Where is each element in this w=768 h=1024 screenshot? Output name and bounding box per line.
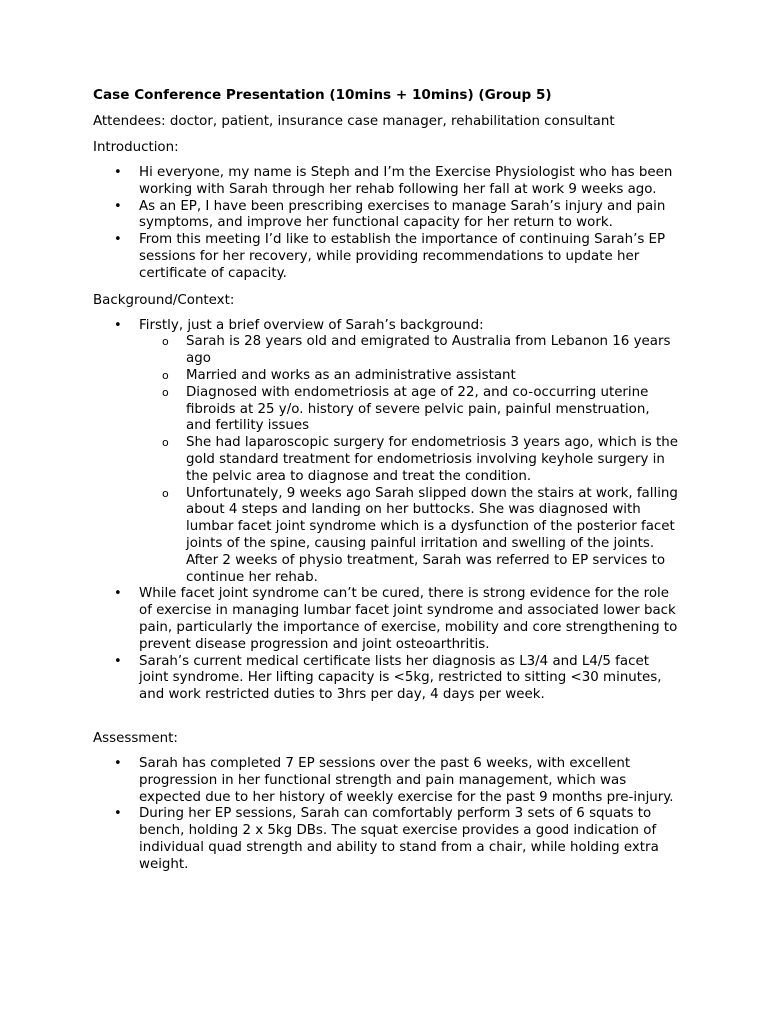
- sub-list-item-text: Diagnosed with endometriosis at age of 22, and co-occurring uterine fibroids at 25 y/o. history of severe pelvic pain, painful menstruation, and fertility issues: [186, 384, 650, 434]
- list-item: [93, 654, 678, 704]
- background-heading: Background/Context:: [93, 292, 235, 308]
- bullet-icon: •: [114, 653, 122, 669]
- sub-bullet-icon: o: [162, 385, 169, 399]
- sub-bullet-icon: o: [162, 486, 169, 500]
- bullet-icon: •: [114, 317, 122, 333]
- sub-list-item: [139, 385, 678, 435]
- sub-bullet-icon: o: [162, 436, 169, 450]
- bullet-icon: •: [114, 198, 122, 214]
- list-item: [93, 199, 678, 233]
- sub-list-item-text: Sarah is 28 years old and emigrated to Australia from Lebanon 16 years ago: [186, 334, 671, 367]
- list-item-text: Hi everyone, my name is Steph and I’m the Exercise Physiologist who has been working with Sarah through her rehab following her fall at work 9 weeks ago.: [139, 165, 673, 197]
- sub-list-item-text: Unfortunately, 9 weeks ago Sarah slipped down the stairs at work, falling about 4 steps and landing on her buttocks. She was diagnosed with lumbar facet joint syndrome which is a dysfunction of the posterior facet joints of the spine, causing painful irritation and swelling of the joints. After 2 weeks of physio treatment, Sarah was referred to EP services to continue her rehab.: [186, 485, 678, 585]
- sub-bullet-icon: o: [162, 335, 169, 349]
- assessment-heading: Assessment:: [93, 730, 178, 746]
- sub-list-item: [139, 368, 678, 385]
- list-item: [93, 586, 678, 653]
- background-sub-list: [139, 334, 678, 586]
- list-item: [93, 806, 678, 873]
- introduction-list: [93, 165, 678, 283]
- list-item: [93, 232, 678, 282]
- list-item-text: Sarah’s current medical certificate lists her diagnosis as L3/4 and L4/5 facet joint syndrome. Her lifting capacity is <5kg, restricted to sitting <30 minutes, and work restricted duties to 3hrs per day, 4 days per week.: [139, 653, 662, 703]
- sub-bullet-icon: o: [162, 368, 169, 382]
- bullet-icon: •: [114, 165, 122, 180]
- sub-list-item: [139, 334, 678, 368]
- list-item: [93, 165, 678, 199]
- bullet-icon: •: [114, 586, 122, 602]
- document-title: Case Conference Presentation (10mins + 10mins) (Group 5): [93, 87, 552, 103]
- list-item-text: From this meeting I’d like to establish the importance of continuing Sarah’s EP sessions for her recovery, while providing recommendations to update her certificate of capacity.: [139, 232, 666, 281]
- list-item: [93, 318, 678, 587]
- document-page: [93, 86, 678, 882]
- introduction-heading: Introduction:: [93, 140, 179, 155]
- sub-list-item: [139, 486, 678, 587]
- sub-list-item-text: Married and works as an administrative assistant: [186, 367, 516, 383]
- background-list: [93, 318, 678, 704]
- bullet-icon: •: [114, 232, 122, 248]
- attendees-line: Attendees: doctor, patient, insurance case manager, rehabilitation consultant: [93, 114, 615, 129]
- blank-line: [93, 713, 678, 730]
- assessment-list: [93, 756, 678, 874]
- sub-list-item-text: She had laparoscopic surgery for endometriosis 3 years ago, which is the gold standard treatment for endometriosis involving keyhole surgery in the pelvic area to diagnose and treat the condition.: [186, 435, 678, 484]
- bullet-icon: •: [114, 806, 122, 822]
- list-item-text: While facet joint syndrome can’t be cured, there is strong evidence for the role of exercise in managing lumbar facet joint syndrome and associated lower back pain, particularly the importance of exercise, mobility and core strengthening to prevent disease progression and joint osteoarthritis.: [139, 586, 678, 652]
- list-item: [93, 756, 678, 806]
- list-item-text: Firstly, just a brief overview of Sarah’s background:: [139, 317, 484, 333]
- list-item-text: Sarah has completed 7 EP sessions over the past 6 weeks, with excellent progression in her functional strength and pain management, which was expected due to her history of weekly exercise for the past 9 months pre-injury.: [139, 755, 674, 805]
- list-item-text: During her EP sessions, Sarah can comfortably perform 3 sets of 6 squats to bench, holding 2 x 5kg DBs. The squat exercise provides a good indication of individual quad strength and ability to stand from a chair, while holding extra weight.: [139, 806, 659, 872]
- bullet-icon: •: [114, 755, 122, 771]
- list-item-text: As an EP, I have been prescribing exercises to manage Sarah’s injury and pain symptoms, and improve her functional capacity for her return to work.: [139, 198, 666, 231]
- sub-list-item: [139, 435, 678, 485]
